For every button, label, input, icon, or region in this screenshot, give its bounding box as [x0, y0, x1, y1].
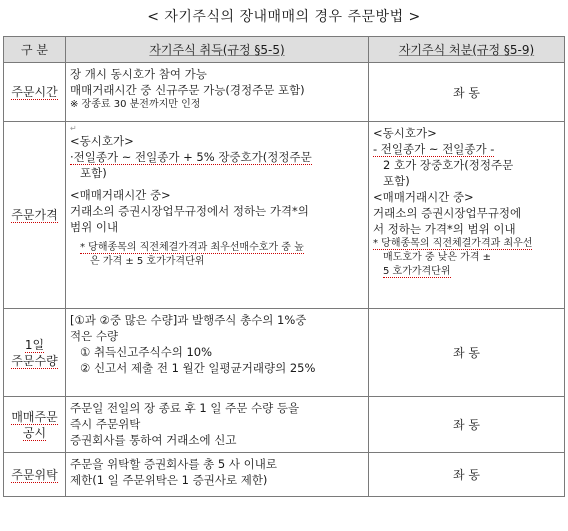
row-order-consignment: [4, 453, 565, 497]
acq-daily-quantity: [66, 309, 369, 397]
disp-order-price: [369, 122, 565, 309]
text-line: 증권회사를 통하여 거래소에 신고: [70, 433, 237, 447]
text-line: 거래소의 증권시장업무규정에서 정하는 가격*의: [70, 204, 309, 218]
label-order-price: 주문가격: [4, 122, 66, 309]
acq-order-price: ↵ <동시호가> ·전일종가 ~ 전일종가 + 5% 장중호가(정정주문 포함) <매매거래시간 중> 거래소의 증권시장업무규정에서 정하는 가격*의 범위 이내 * 당해종목의 직전체결가격과 최우선매수호가 중 높 은 가격 ± 5 호가가격단위: [66, 122, 369, 309]
text-line: <동시호가>: [373, 126, 437, 140]
note-line: 은 가격 ± 5 호가가격단위: [90, 256, 205, 267]
text-line: ② 신고서 제출 전 1 월간 일평균거래량의 25%: [80, 361, 316, 375]
acq-order-consignment: [66, 453, 369, 497]
disp-order-time: 좌 동: [369, 63, 565, 122]
text-line: 서 정하는 가격*의 범위 이내: [373, 222, 516, 236]
row-order-time: [4, 63, 565, 122]
text-line: ·전일종가 ~ 전일종가 + 5% 장중호가(정정주문: [70, 150, 312, 164]
text-line: 포함): [80, 166, 107, 180]
note-line: 매도호가 중 낮은 가격 ±: [383, 252, 492, 263]
note-line: * 당해종목의 직전체결가격과 최우선매수호가 중 높: [80, 242, 304, 253]
row-order-disclosure: [4, 397, 565, 453]
label-order-time: 주문시간: [4, 63, 66, 122]
row-daily-quantity: [4, 309, 565, 397]
note-line: ※ 장종료 30 분전까지만 인정: [70, 99, 201, 110]
text-line: 포함): [383, 174, 410, 188]
header-disposal: 자기주식 처분(규정 §5-9): [369, 37, 565, 63]
text-line: ① 취득신고주식수의 10%: [80, 345, 213, 359]
text-line: <동시호가>: [70, 134, 134, 148]
disp-order-consignment: 좌 동: [369, 453, 565, 497]
note-line: 5 호가가격단위: [383, 266, 451, 277]
text-line: 적은 수량: [70, 329, 119, 343]
label-order-consignment: 주문위탁: [4, 453, 66, 497]
text-line: - 전일종가 ~ 전일종가 -: [373, 142, 495, 156]
text-line: 제한(1 일 주문위탁은 1 증권사로 제한): [70, 473, 268, 487]
disp-order-disclosure: 좌 동: [369, 397, 565, 453]
text-line: 장 개시 동시호가 참여 가능: [70, 67, 207, 81]
text-line: <매매거래시간 중>: [373, 190, 474, 204]
text-line: 범위 이내: [70, 220, 119, 234]
text-line: <매매거래시간 중>: [70, 188, 171, 202]
text-line: [①과 ②중 많은 수량]과 발행주식 총수의 1%중: [70, 313, 307, 327]
text-line: 즉시 주문위탁: [70, 417, 141, 431]
note-line: * 당해종목의 직전체결가격과 최우선: [373, 238, 533, 249]
row-order-price: [4, 122, 565, 309]
text-line: 주문을 위탁할 증권회사를 총 5 사 이내로: [70, 457, 277, 471]
text-line: 2 호가 장중호가(정정주문: [383, 158, 514, 172]
order-method-table: [3, 36, 565, 497]
acq-order-time: [66, 63, 369, 122]
header-acquisition: 자기주식 취득(규정 §5-5): [66, 37, 369, 63]
acq-order-disclosure: [66, 397, 369, 453]
text-line: 매매거래시간 중 신규주문 가능(경정주문 포함): [70, 83, 305, 97]
document-title: < 자기주식의 장내매매의 경우 주문방법 >: [147, 9, 421, 25]
disp-daily-quantity: 좌 동: [369, 309, 565, 397]
label-daily-quantity: 1일 주문수량: [4, 309, 66, 397]
label-order-disclosure: 매매주문 공시: [4, 397, 66, 453]
header-row: [4, 37, 565, 63]
header-category: 구 분: [4, 37, 66, 63]
text-line: 주문일 전일의 장 종료 후 1 일 주문 수량 등을: [70, 401, 300, 415]
text-line: 거래소의 증권시장업무규정에: [373, 206, 522, 220]
